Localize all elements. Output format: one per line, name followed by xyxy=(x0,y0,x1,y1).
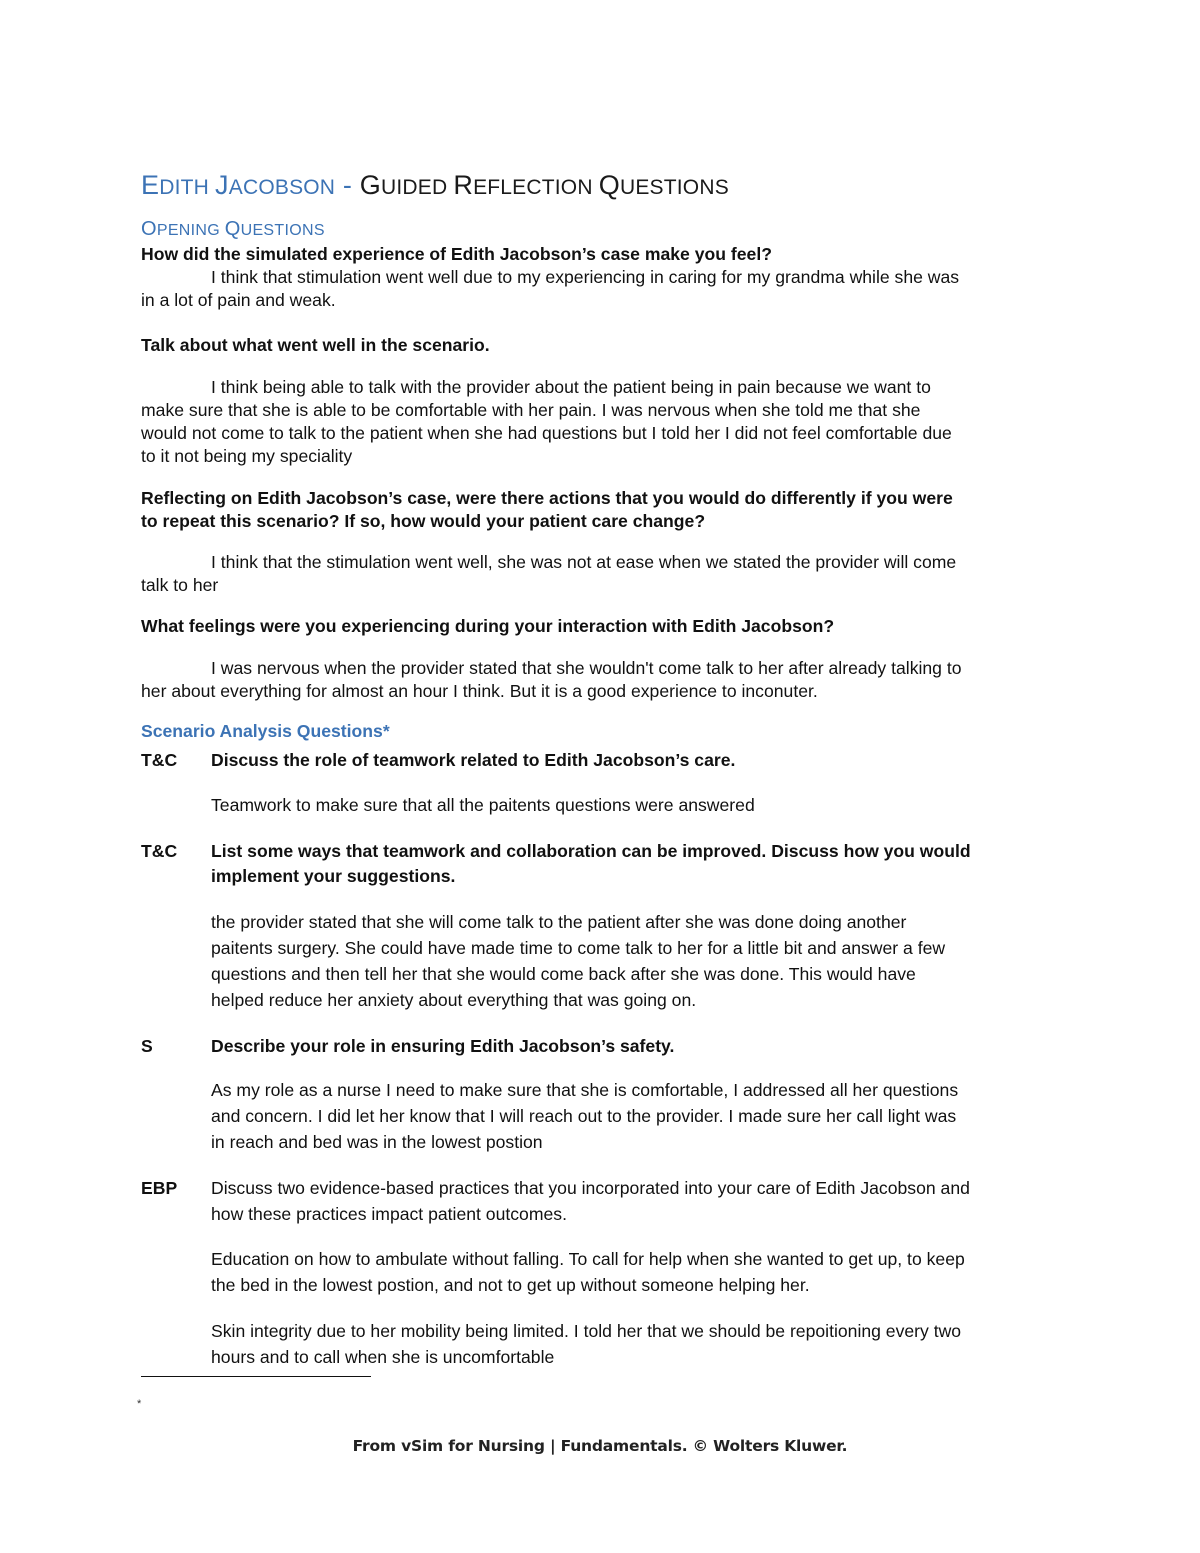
footnote-mark: * xyxy=(137,1398,142,1410)
document-title xyxy=(141,170,729,201)
analysis-answer-line: Teamwork to make sure that all the paitents questions were answered xyxy=(211,795,755,815)
question-3: Reflecting on Edith Jacobson’s case, were there actions that you would do differently if you were xyxy=(141,488,953,508)
opening-questions-heading: OPENING QUESTIONS xyxy=(141,218,325,240)
category-tag: EBP xyxy=(141,1178,178,1198)
question-3: to repeat this scenario? If so, how would your patient care change? xyxy=(141,511,706,531)
answer-1-line: I think that stimulation went well due to my experiencing in caring for my grandma while she was xyxy=(211,267,960,287)
analysis-question: implement your suggestions. xyxy=(211,866,456,886)
answer-1-line: in a lot of pain and weak. xyxy=(141,290,336,310)
page-footer: From vSim for Nursing | Fundamentals. © Wolters Kluwer. xyxy=(352,1437,848,1455)
analysis-answer-line: helped reduce her anxiety about everything that was going on. xyxy=(211,990,697,1010)
answer-3-line: I think that the stimulation went well, she was not at ease when we stated the provider will come xyxy=(211,552,957,572)
answer-4-line: her about everything for almost an hour I think. But it is a good experience to inconuter. xyxy=(141,681,818,701)
analysis-answer-line: Skin integrity due to her mobility being limited. I told her that we should be repoitioning every two xyxy=(211,1321,962,1341)
question-4: What feelings were you experiencing during your interaction with Edith Jacobson? xyxy=(141,616,835,636)
title-dash: - xyxy=(335,170,360,200)
answer-2-line: I think being able to talk with the provider about the patient being in pain because we want to xyxy=(211,377,931,397)
analysis-question: how these practices impact patient outcomes. xyxy=(211,1204,567,1224)
analysis-question: Discuss the role of teamwork related to Edith Jacobson’s care. xyxy=(211,750,736,770)
answer-2-line: make sure that she is able to be comfortable with her pain. I was nervous when she told me that she xyxy=(141,400,921,420)
analysis-answer-line: questions and then tell her that she would come back after she was done. This would have xyxy=(211,964,916,984)
analysis-answer-line: paitents surgery. She could have made time to come talk to her for a little bit and answer a few xyxy=(211,938,946,958)
question-2: Talk about what went well in the scenario. xyxy=(141,335,490,355)
question-1: How did the simulated experience of Edith Jacobson’s case make you feel? xyxy=(141,244,772,264)
analysis-question: List some ways that teamwork and collaboration can be improved. Discuss how you would xyxy=(211,841,971,861)
analysis-answer-line: Education on how to ambulate without falling. To call for help when she wanted to get up, to keep xyxy=(211,1249,965,1269)
analysis-answer-line: and concern. I did let her know that I will reach out to the provider. I made sure her call light was xyxy=(211,1106,957,1126)
scenario-analysis-heading: Scenario Analysis Questions* xyxy=(141,721,390,741)
answer-4-line: I was nervous when the provider stated that she wouldn't come talk to her after already talking to xyxy=(211,658,962,678)
answer-2-line: to it not being my speciality xyxy=(141,446,353,466)
category-tag: T&C xyxy=(141,841,178,861)
answer-2-line: would not come to talk to the patient when she had questions but I told her I did not feel comfortable due xyxy=(141,423,952,443)
analysis-question: Discuss two evidence-based practices that you incorporated into your care of Edith Jacobson and xyxy=(211,1178,970,1198)
footnote-divider xyxy=(141,1376,371,1377)
analysis-answer-line: the bed in the lowest postion, and not to get up without someone helping her. xyxy=(211,1275,810,1295)
analysis-answer-line: hours and to call when she is uncomfortable xyxy=(211,1347,555,1367)
answer-3-line: talk to her xyxy=(141,575,219,595)
analysis-answer-line: As my role as a nurse I need to make sure that she is comfortable, I addressed all her questions xyxy=(211,1080,959,1100)
analysis-answer-line: the provider stated that she will come talk to the patient after she was done doing another xyxy=(211,912,907,932)
analysis-answer-line: in reach and bed was in the lowest postion xyxy=(211,1132,543,1152)
category-tag: T&C xyxy=(141,750,178,770)
title-patient-name: EDITH JACOBSON xyxy=(141,170,336,200)
analysis-question: Describe your role in ensuring Edith Jacobson’s safety. xyxy=(211,1036,675,1056)
title-heading: GUIDED REFLECTION QUESTIONS xyxy=(359,170,729,200)
category-tag: S xyxy=(141,1036,153,1056)
